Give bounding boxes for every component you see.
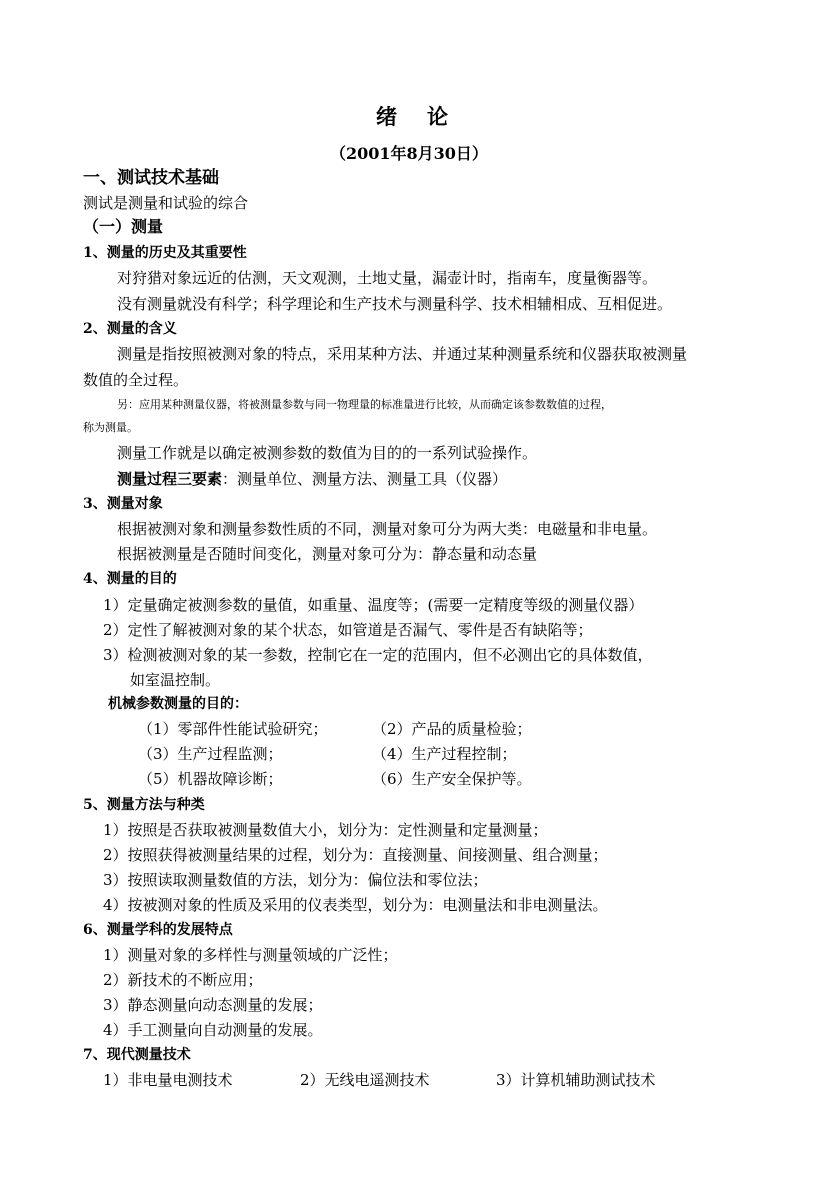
paragraph: 数值的全过程。 — [83, 371, 189, 389]
paragraph: 根据被测对象和测量参数性质的不同，测量对象可分为两大类：电磁量和非电量。 — [117, 520, 658, 538]
list-item: 1）非电量电测技术 — [103, 1071, 233, 1089]
topic-heading: 2、测量的含义 — [83, 321, 177, 337]
mech-item: （5）机器故障诊断； — [138, 770, 283, 788]
topic-heading: 1、测量的历史及其重要性 — [83, 245, 247, 261]
document-title: 绪论 — [376, 104, 478, 129]
list-item: 3）检测被测对象的某一参数，控制它在一定的范围内，但不必测出它的具体数值， — [103, 646, 653, 664]
paragraph: 测量是指按照被测对象的特点，采用某种方法、并通过某种测量系统和仪器获取被测量 — [117, 345, 688, 363]
topic-heading: 3、测量对象 — [83, 496, 163, 512]
document-date: （2001年8月30日） — [330, 144, 488, 163]
list-item: 4）手工测量向自动测量的发展。 — [103, 1021, 323, 1039]
note: 称为测量。 — [83, 421, 138, 434]
paragraph: 测量工作就是以确定被测参数的数值为目的的一系列试验操作。 — [117, 444, 538, 462]
elements-text: ：测量单位、测量方法、测量工具（仪器） — [222, 470, 508, 488]
list-item: 3）静态测量向动态测量的发展； — [103, 996, 323, 1014]
paragraph — [117, 469, 507, 489]
mech-item: （4）生产过程控制； — [372, 745, 517, 763]
list-item: 3）按照读取测量数值的方法，划分为：偏位法和零位法； — [103, 871, 488, 889]
mech-item: （6）生产安全保护等。 — [372, 770, 532, 788]
list-item: 2）定性了解被测对象的某个状态，如管道是否漏气、零件是否有缺陷等； — [103, 621, 593, 639]
topic-heading: 5、测量方法与种类 — [83, 797, 205, 813]
paragraph: 没有测量就没有科学；科学理论和生产技术与测量科学、技术相辅相成、互相促进。 — [117, 295, 673, 313]
subsection-heading: （一）测量 — [83, 217, 164, 236]
section-intro: 测试是测量和试验的综合 — [83, 194, 249, 212]
list-item: 4）按被测对象的性质及采用的仪表类型，划分为：电测量法和非电测量法。 — [103, 896, 608, 914]
elements-label: 测量过程三要素 — [117, 470, 223, 488]
topic-heading: 6、测量学科的发展特点 — [83, 922, 233, 938]
topic-heading: 7、现代测量技术 — [83, 1047, 191, 1063]
mech-item: （1）零部件性能试验研究； — [138, 720, 328, 738]
list-item: 2）新技术的不断应用； — [103, 971, 263, 989]
list-item: 3）计算机辅助测试技术 — [496, 1071, 656, 1089]
paragraph: 根据被测量是否随时间变化，测量对象可分为：静态量和动态量 — [117, 545, 538, 563]
list-item: 2）按照获得被测量结果的过程，划分为：直接测量、间接测量、组合测量； — [103, 846, 608, 864]
section-heading: 一、测试技术基础 — [83, 168, 219, 188]
list-item: 1）测量对象的多样性与测量领域的广泛性； — [103, 946, 398, 964]
list-item-continuation: 如室温控制。 — [130, 671, 221, 689]
mech-item: （3）生产过程监测； — [138, 745, 283, 763]
topic-heading: 4、测量的目的 — [83, 571, 177, 587]
list-item: 1）定量确定被测参数的量值，如重量、温度等；(需要一定精度等级的测量仪器） — [103, 596, 644, 614]
mech-heading: 机械参数测量的目的： — [108, 696, 248, 712]
mech-item: （2）产品的质量检验； — [372, 720, 532, 738]
note: 另：应用某种测量仪器，将被测量参数与同一物理量的标准量进行比较，从而确定该参数数值的过程， — [117, 398, 612, 411]
paragraph: 对狩猎对象远近的估测，天文观测，土地丈量，漏壶计时，指南车，度量衡器等。 — [117, 269, 658, 287]
list-item: 1）按照是否获取被测量数值大小，划分为：定性测量和定量测量； — [103, 821, 548, 839]
list-item: 2）无线电遥测技术 — [300, 1071, 430, 1089]
